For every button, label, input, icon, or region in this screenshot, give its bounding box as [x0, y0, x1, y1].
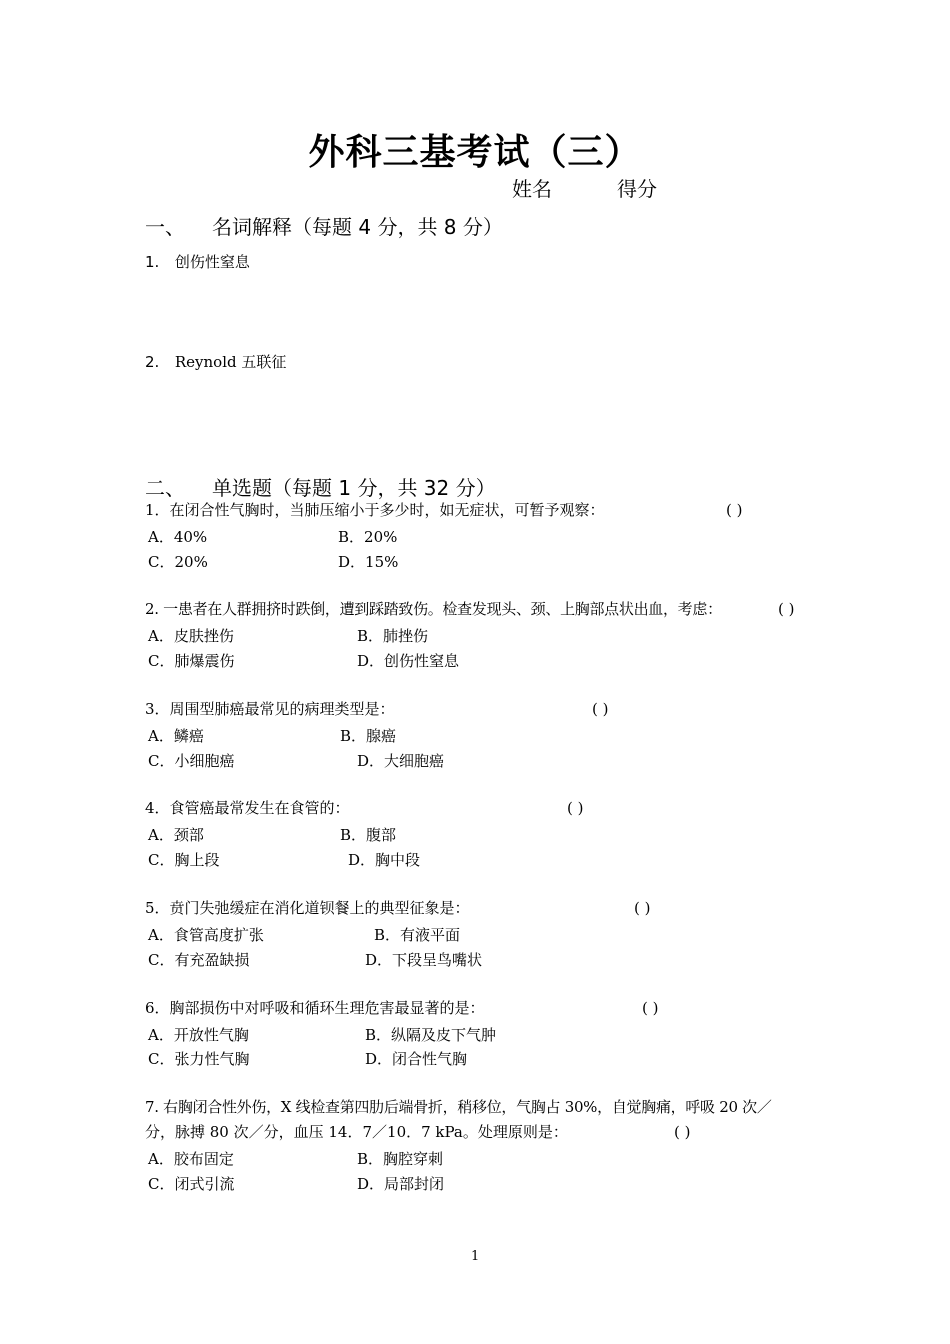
answer-blank[interactable]: ( ): [567, 799, 584, 817]
question-stem: 1．在闭合性气胸时，当肺压缩小于多少时，如无症状，可暂予观察：: [145, 501, 605, 519]
option-b[interactable]: B．腺癌: [340, 727, 397, 745]
answer-blank[interactable]: ( ): [674, 1123, 691, 1141]
option-a[interactable]: A．胶布固定: [148, 1150, 234, 1168]
page-number: 1: [471, 1249, 480, 1264]
option-b[interactable]: B．有液平面: [374, 926, 461, 944]
answer-blank[interactable]: ( ): [778, 600, 795, 618]
term-text: Reynold 五联征: [174, 353, 287, 371]
option-d[interactable]: D．局部封闭: [357, 1175, 445, 1193]
question-stem: 4．食管癌最常发生在食管的：: [145, 799, 350, 817]
question-stem-continued: 分，脉搏 80 次／分，血压 14．7／10．7 kPa。处理原则是：: [145, 1123, 568, 1141]
answer-blank[interactable]: ( ): [634, 899, 651, 917]
question-stem: 3．周围型肺癌最常见的病理类型是：: [145, 700, 395, 718]
term-number: 2.: [145, 353, 160, 371]
term-item: [145, 351, 286, 372]
option-c[interactable]: C．肺爆震伤: [148, 652, 235, 670]
page-title: 外科三基考试（三）: [308, 132, 642, 173]
option-d[interactable]: D．下段呈鸟嘴状: [365, 951, 483, 969]
option-a[interactable]: A．40%: [148, 528, 208, 546]
question-stem: 6．胸部损伤中对呼吸和循环生理危害最显著的是：: [145, 999, 485, 1017]
option-c[interactable]: C．张力性气胸: [148, 1050, 250, 1068]
option-a[interactable]: A．皮肤挫伤: [148, 627, 234, 645]
option-b[interactable]: B．肺挫伤: [357, 627, 429, 645]
option-a[interactable]: A．食管高度扩张: [148, 926, 264, 944]
answer-blank[interactable]: ( ): [726, 501, 743, 519]
option-c[interactable]: C．小细胞癌: [148, 752, 235, 770]
question-stem: 5．贲门失弛缓症在消化道钡餐上的典型征象是：: [145, 899, 470, 917]
question-stem: 2. 一患者在人群拥挤时跌倒，遭到踩踏致伤。检查发现头、颈、上胸部点状出血，考虑：: [145, 600, 722, 618]
option-b[interactable]: B．纵隔及皮下气肿: [365, 1026, 497, 1044]
option-a[interactable]: A．鳞癌: [148, 727, 204, 745]
section2-number: 二、: [145, 476, 185, 500]
score-label: 得分: [617, 177, 657, 201]
option-d[interactable]: D．闭合性气胸: [365, 1050, 468, 1068]
option-b[interactable]: B．胸腔穿刺: [357, 1150, 444, 1168]
option-c[interactable]: C．有充盈缺损: [148, 951, 250, 969]
option-d[interactable]: D．大细胞癌: [357, 752, 445, 770]
option-a[interactable]: A．颈部: [148, 826, 204, 844]
option-a[interactable]: A．开放性气胸: [148, 1026, 249, 1044]
term-text: 创伤性窒息: [174, 253, 250, 271]
option-b[interactable]: B．腹部: [340, 826, 397, 844]
option-b[interactable]: B．20%: [338, 528, 398, 546]
section1-title: 名词解释（每题 4 分，共 8 分）: [212, 215, 503, 239]
section2-title: 单选题（每题 1 分，共 32 分）: [212, 476, 496, 500]
option-d[interactable]: D．15%: [338, 553, 399, 571]
option-d[interactable]: D．创伤性窒息: [357, 652, 460, 670]
option-c[interactable]: C．闭式引流: [148, 1175, 235, 1193]
term-item: [145, 251, 250, 272]
option-c[interactable]: C．胸上段: [148, 851, 220, 869]
answer-blank[interactable]: ( ): [592, 700, 609, 718]
section1-number: 一、: [145, 215, 185, 239]
term-number: 1.: [145, 253, 160, 271]
option-d[interactable]: D．胸中段: [348, 851, 421, 869]
answer-blank[interactable]: ( ): [642, 999, 659, 1017]
question-stem: 7. 右胸闭合性外伤，X 线检查第四肋后端骨折，稍移位，气胸占 30%，自觉胸痛，呼吸 20 次／: [145, 1098, 772, 1116]
option-c[interactable]: C．20%: [148, 553, 208, 571]
name-label: 姓名: [512, 177, 552, 201]
